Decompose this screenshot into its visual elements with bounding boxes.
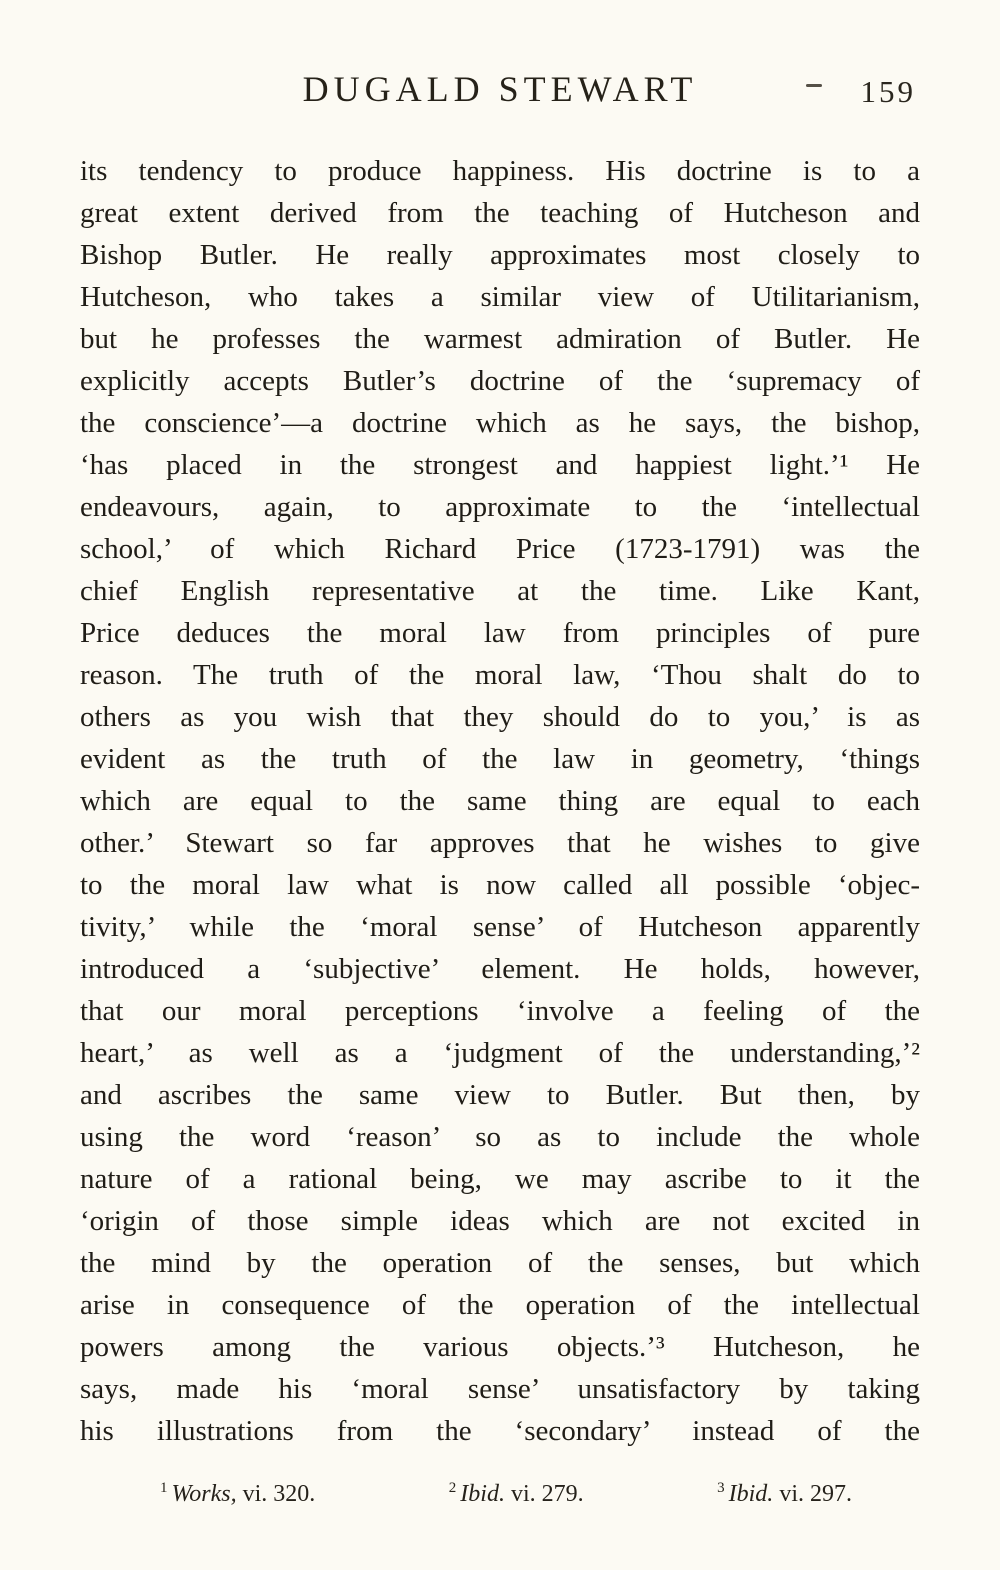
page-number: 159	[860, 74, 916, 109]
text-line: great extent derived from the teaching of Hutcheson and	[80, 197, 920, 229]
footnote-work-title: Works,	[171, 1481, 237, 1507]
footnote-marker: 1	[160, 1480, 168, 1496]
text-line: ‘has placed in the strongest and happiest light.’¹ He	[80, 449, 920, 481]
text-line: the conscience’—a doctrine which as he says, the bishop,	[80, 407, 920, 439]
text-line: Bishop Butler. He really approximates most closely to	[80, 239, 920, 271]
footnote-work-title: Ibid.	[460, 1481, 505, 1507]
footnote-marker: 2	[448, 1480, 457, 1496]
text-line: Price deduces the moral law from principles of pure	[80, 617, 920, 649]
text-line: evident as the truth of the law in geometry, ‘things	[80, 743, 920, 775]
footnote	[449, 1480, 584, 1508]
footnote-ref: vi. 320.	[242, 1481, 316, 1507]
page-header	[0, 0, 1000, 118]
text-line: his illustrations from the ‘secondary’ instead of the	[80, 1415, 920, 1447]
text-line: heart,’ as well as a ‘judgment of the understanding,’²	[80, 1037, 920, 1069]
text-line: endeavours, again, to approximate to the ‘intellectual	[80, 491, 920, 523]
footnote-ref: vi. 297.	[779, 1481, 852, 1507]
footnotes	[160, 1480, 852, 1508]
text-line: says, made his ‘moral sense’ unsatisfactory by taking	[80, 1373, 920, 1405]
body-text	[0, 150, 1000, 1452]
text-line: introduced a ‘subjective’ element. He holds, however,	[80, 953, 920, 985]
footnote	[717, 1480, 852, 1508]
text-line: which are equal to the same thing are equal to each	[80, 785, 920, 817]
text-line: powers among the various objects.’³ Hutcheson, he	[80, 1331, 920, 1363]
text-line: the mind by the operation of the senses, but which	[80, 1247, 920, 1279]
text-line: others as you wish that they should do to you,’ is as	[80, 701, 920, 733]
footnote-marker: 3	[717, 1480, 725, 1496]
text-line: tivity,’ while the ‘moral sense’ of Hutcheson apparently	[80, 911, 920, 943]
text-line: to the moral law what is now called all possible ‘objec-	[80, 869, 920, 901]
text-line: ‘origin of those simple ideas which are not excited in	[80, 1205, 920, 1237]
footnote	[160, 1480, 315, 1508]
text-line: other.’ Stewart so far approves that he wishes to give	[80, 827, 920, 859]
page-title: DUGALD STEWART	[302, 69, 698, 109]
text-line: arise in consequence of the operation of the intellectual	[80, 1289, 920, 1321]
text-line: using the word ‘reason’ so as to include the whole	[80, 1121, 920, 1153]
text-line: that our moral perceptions ‘involve a feeling of the	[80, 995, 920, 1027]
text-line: nature of a rational being, we may ascribe to it the	[80, 1163, 920, 1195]
text-line: chief English representative at the time. Like Kant,	[80, 575, 920, 607]
scan-mark	[806, 84, 822, 87]
text-line: and ascribes the same view to Butler. But then, by	[80, 1079, 920, 1111]
footnote-ref: vi. 279.	[510, 1481, 584, 1507]
footnote-work-title: Ibid.	[728, 1481, 774, 1507]
text-line: school,’ of which Richard Price (1723-1791) was the	[80, 533, 920, 565]
text-line: but he professes the warmest admiration of Butler. He	[80, 323, 920, 355]
text-line: Hutcheson, who takes a similar view of Utilitarianism,	[80, 281, 920, 313]
text-line: reason. The truth of the moral law, ‘Thou shalt do to	[80, 659, 920, 691]
text-line: explicitly accepts Butler’s doctrine of the ‘supremacy of	[80, 365, 920, 397]
text-line: its tendency to produce happiness. His doctrine is to a	[80, 155, 920, 187]
